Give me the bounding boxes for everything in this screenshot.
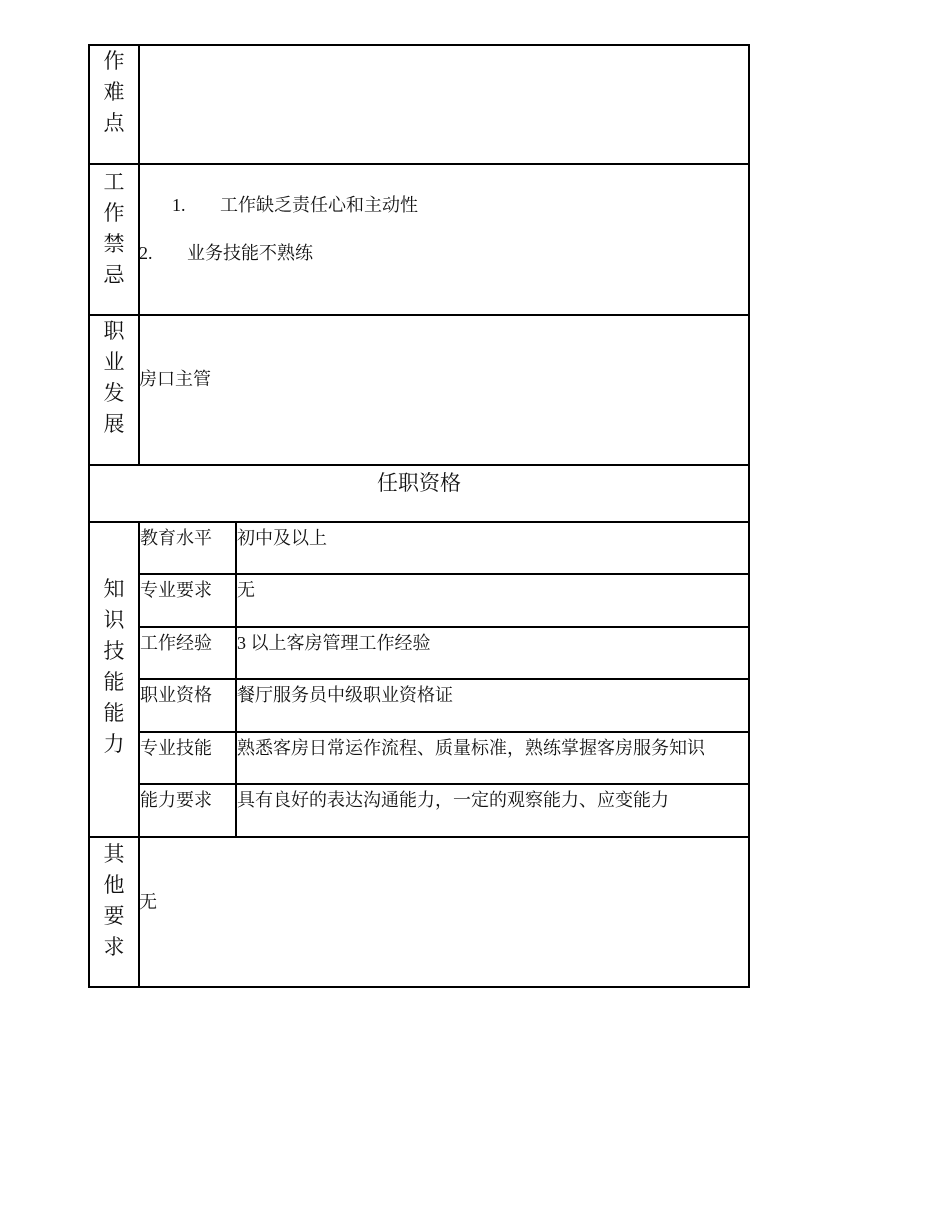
label-char: 能 <box>103 670 125 694</box>
skills-label <box>88 574 140 760</box>
difficulty-label <box>88 46 140 139</box>
skills-item-label: 教育水平 <box>140 528 212 548</box>
row-divider <box>88 163 750 165</box>
label-char: 业 <box>103 350 125 374</box>
skills-item-label: 能力要求 <box>140 790 212 810</box>
skills-item-value: 无 <box>237 580 255 600</box>
other-requirements-value: 无 <box>139 892 157 912</box>
label-char: 点 <box>103 111 125 135</box>
label-char: 求 <box>103 935 125 959</box>
skills-row-divider <box>139 731 750 733</box>
skills-item-label: 专业要求 <box>140 580 212 600</box>
label-char: 职 <box>103 319 125 343</box>
skills-row-divider <box>139 678 750 680</box>
prohibitions-label <box>88 167 140 291</box>
row-divider <box>88 521 750 523</box>
label-char: 作 <box>103 49 125 73</box>
label-char: 发 <box>103 381 125 405</box>
qualifications-title: 任职资格 <box>377 471 461 495</box>
label-char: 忌 <box>103 263 125 287</box>
label-char: 力 <box>103 732 125 756</box>
label-char: 工 <box>103 170 125 194</box>
prohibition-item-number: 2. <box>139 243 153 263</box>
label-char: 知 <box>103 577 125 601</box>
skills-item-value: 具有良好的表达沟通能力，一定的观察能力、应变能力 <box>237 790 669 810</box>
skills-item-label: 职业资格 <box>140 685 212 705</box>
skills-row-divider <box>139 783 750 785</box>
skills-row-divider <box>139 626 750 628</box>
label-char: 作 <box>103 201 125 225</box>
label-char: 难 <box>103 80 125 104</box>
row-divider <box>88 836 750 838</box>
label-char: 其 <box>103 842 125 866</box>
skills-item-label: 工作经验 <box>140 633 212 653</box>
label-char: 展 <box>103 412 125 436</box>
label-char: 禁 <box>103 232 125 256</box>
skills-item-value: 3 以上客房管理工作经验 <box>237 633 431 653</box>
label-char: 识 <box>103 608 125 632</box>
skills-row-divider <box>139 573 750 575</box>
career-label <box>88 316 140 440</box>
skills-item-value: 熟悉客房日常运作流程、质量标准，熟练掌握客房服务知识 <box>237 738 705 758</box>
other-requirements-label <box>88 839 140 963</box>
prohibition-item-text: 业务技能不熟练 <box>187 243 313 263</box>
job-description-table <box>88 44 750 988</box>
skills-item-value: 餐厅服务员中级职业资格证 <box>237 685 453 705</box>
label-char: 能 <box>103 701 125 725</box>
row-divider <box>88 464 750 466</box>
prohibition-item-text: 工作缺乏责任心和主动性 <box>220 195 418 215</box>
skills-item-value: 初中及以上 <box>237 528 327 548</box>
row-divider <box>88 314 750 316</box>
prohibition-item-number: 1. <box>172 195 186 215</box>
label-char: 技 <box>103 639 125 663</box>
career-value: 房口主管 <box>139 369 211 389</box>
skills-item-label: 专业技能 <box>140 738 212 758</box>
label-char: 要 <box>103 904 125 928</box>
label-char: 他 <box>103 873 125 897</box>
